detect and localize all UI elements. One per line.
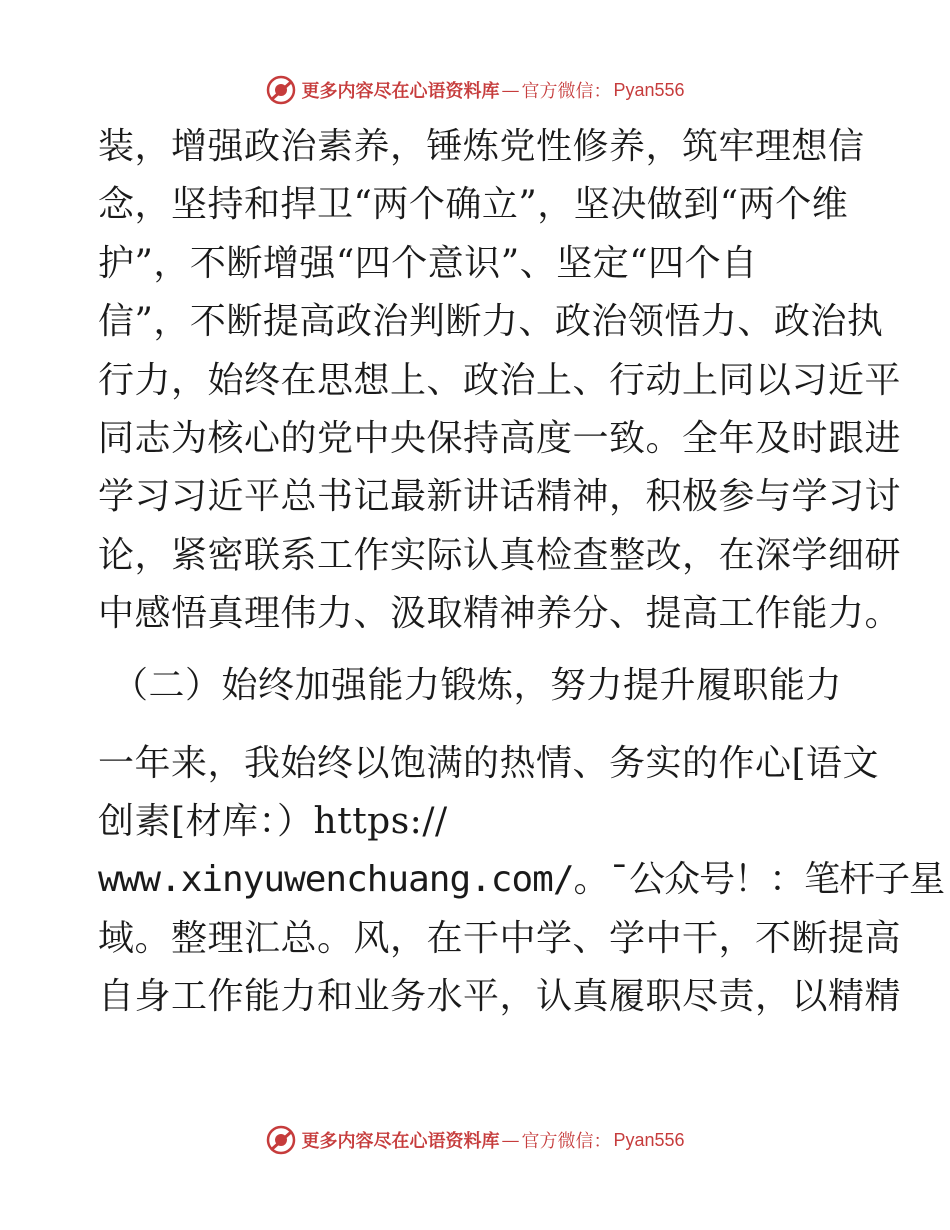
body-line: 装，增强政治素养，锤炼党性修养，筑牢理想信 [98,126,865,167]
logo-icon [265,74,297,106]
body-line: 创素[材库：）https:// [98,801,448,842]
body-line: 自身工作能力和业务水平，认真履职尽责，以精精 [98,976,902,1017]
footer-dash: — [501,1129,520,1151]
body-line: 行力，始终在思想上、政治上、行动上同以习近平 [98,360,902,401]
body-line: 中感悟真理伟力、汲取精神养分、提高工作能力。 [98,593,902,634]
header-site-text: 更多内容尽在心语资料库 [301,81,500,102]
body-line: 信”，不断提高政治判断力、政治领悟力、政治执 [98,301,884,342]
body-line: 论，紧密联系工作实际认真检查整改，在深学细研 [98,535,902,576]
header-dash: — [501,79,520,101]
footer-wechat-id: Pyan556 [613,1129,685,1150]
body-line: 域。整理汇总。风，在干中学、学中干，不断提高 [98,918,902,959]
body-line: 同志为核心的党中央保持高度一致。全年及时跟进 [98,418,902,459]
header-wechat-label: 官方微信： [521,81,612,102]
footer-wechat-label: 官方微信： [521,1131,612,1152]
footer-site-text: 更多内容尽在心语资料库 [301,1131,500,1152]
logo-icon [265,1124,297,1156]
body-line: 学习习近平总书记最新讲话精神，积极参与学习讨 [98,476,902,517]
body-line: 一年来，我始终以饱满的热情、务实的作心[语文 [98,743,880,784]
header-watermark [0,70,950,110]
header-wechat-id: Pyan556 [613,79,685,100]
footer-watermark [0,1120,950,1160]
body-line: 护”，不断增强“四个意识”、坚定“四个自 [98,243,758,284]
section-heading: （二）始终加强能力锻炼，努力提升履职能力 [112,665,843,706]
body-line-url: www.xinyuwenchuang.com/。¯公众号！：笔杆子星 [98,859,945,900]
body-line: 念，坚持和捍卫“两个确立”，坚决做到“两个维 [98,184,849,225]
